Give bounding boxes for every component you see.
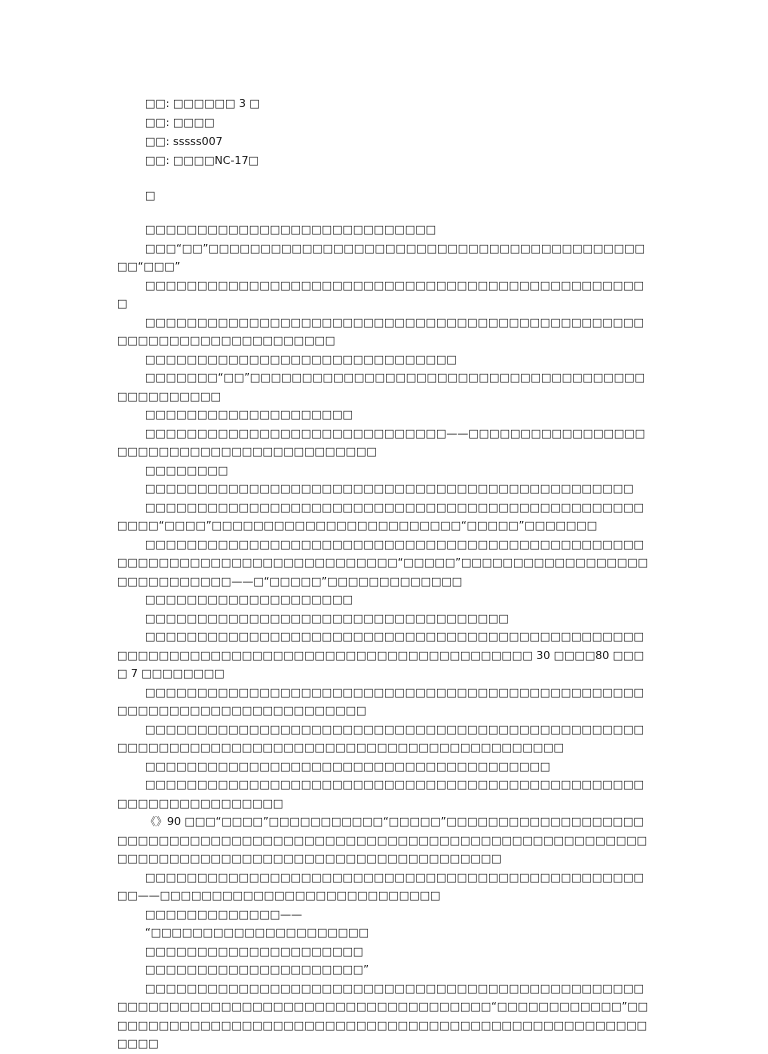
- paragraph: □□□□□□□□□□□□□□□□□□□□□□□□□□□□□□□□□□□□□□□□□□□□□□□□□□□□□□□□□□□□□□□□□□□□□□□□□□□□□□□□□□□□□□□□□□□: [117, 722, 644, 754]
- paragraph: □□□□□□□□□□□□□□□□□□□□□□□□□□□□□□: [145, 352, 457, 366]
- paragraph: □□□□□□□□□□□□□□□□□□□□□□□□□□□□□□□□□□□□□□□□□□□□□□□□□□□□□□□□□□□□□□□□□□□□□□□□□□□□□□□□□□□□“□□□□□□□□□□□□”□□□□□□□□□□□□□□□□□□□□□□□□□□□□□□□□□□□□□□□□□□□□□□□□□□□□□□□□□: [117, 981, 649, 1050]
- section-marker: □: [145, 189, 156, 202]
- paragraph: □□□□□□□□□□□□□□□□□□□□□□□□□□□□□□□□□□□□□□□□□□□□□□□□□: [117, 278, 644, 310]
- paragraph: □□□□□□□□□□□□□□□□□□□□□□□□□□□□□□□□□□□□□□□□□□□□□□□□□□□□□□□□□□□□□□□□□□□□□: [117, 315, 644, 347]
- poem-line: □□□□□□□□□□□□□□□□□□□□□: [145, 944, 364, 958]
- paragraph: □□□□□□□□□□□□□□□□□□□□□□□□□□□□□□□□□□□□□□□□□□□□□□□□□□□□□□□□□□□□□□□□□□□□□□□□: [117, 685, 644, 717]
- header-line-pairing: □□: □□□□: [145, 116, 215, 129]
- paragraph: □□□□□□□□: [145, 463, 229, 477]
- spacer: [117, 170, 653, 186]
- paragraph: □□□□□□□□□□□□□□□□□□□□□□□□□□□□□□□□□□□□□□□□□□□□□□□: [145, 482, 634, 495]
- paragraph: □□□□□□□□□□□□□□□□□□□□□□□□□□□□□□□□□□□□□□□: [145, 759, 551, 773]
- spacer: [117, 205, 653, 221]
- paragraph: □□□□□□□□□□□□□□□□□□□□: [145, 408, 353, 421]
- paragraph: □□□□□□□□□□□□□□□□□□□□□□□□□□□□□□□□□□□□□□□□□□□□□□□□□□□□□□□□□□□□□□□□□□□□□□□□□□□□□□□□□□□□□□□□ 30 □□□□80 □□□□ 7 □□□□□□□□: [117, 630, 644, 680]
- paragraph: □□□□□□□“□□”□□□□□□□□□□□□□□□□□□□□□□□□□□□□□□□□□□□□□□□□□□□□□□□□: [117, 371, 645, 403]
- paragraph: □□□□□□□□□□□□□□□□□□□□□□□□□□□□□□□□□□□□□□□□□□□□□□□□□□□□□□□□□□□□□□□□: [117, 778, 644, 810]
- paragraph: □□□□□□□□□□□□□□□□□□□□□□□□□□□□□□□□□□□□□□□□□□□□□□□□□□□□“□□□□”□□□□□□□□□□□□□□□□□□□□□□□□“□□□□□”□□□□□□□: [117, 500, 644, 532]
- paragraph: □□□□□□□□□□□□□——: [145, 907, 303, 921]
- poem-line: □□□□□□□□□□□□□□□□□□□□□”: [145, 963, 369, 976]
- header-line-author: □□: sssss007: [145, 135, 223, 148]
- paragraph: □□□□□□□□□□□□□□□□□□□□□□□□□□□□□——□□□□□□□□□□□□□□□□□□□□□□□□□□□□□□□□□□□□□□□□□□: [117, 426, 646, 458]
- paragraph: □□□□□□□□□□□□□□□□□□□□□□□□□□□□□□□□□□□□□□□□□□□□□□□□□□——□□□□□□□□□□□□□□□□□□□□□□□□□□□: [117, 870, 644, 902]
- document-page: [117, 94, 653, 1054]
- paragraph: □□□□□□□□□□□□□□□□□□□□: [145, 593, 353, 606]
- metadata-header: [117, 94, 653, 170]
- paragraph: □□□□□□□□□□□□□□□□□□□□□□□□□□□□: [145, 223, 437, 236]
- body-text: [117, 221, 653, 1054]
- paragraph: □□□□□□□□□□□□□□□□□□□□□□□□□□□□□□□□□□□□□□□□□□□□□□□□□□□□□□□□□□□□□□□□□□□□□□□□□□□“□□□□□”□□□□□□□□□□□□□□□□□□□□□□□□□□□□□——□“□□□□□”□□□□□□□□□□□□□: [117, 537, 649, 588]
- paragraph: □□□“□□”□□□□□□□□□□□□□□□□□□□□□□□□□□□□□□□□□□□□□□□□□□□□“□□□”: [117, 241, 645, 273]
- paragraph: 《》90 □□□“□□□□”□□□□□□□□□□□“□□□□□”□□□□□□□□□□□□□□□□□□□□□□□□□□□□□□□□□□□□□□□□□□□□□□□□□□□□□□□□□□□□□□□□□□□□□□□□□□□□□□□□□□□□□□□□□□□□□□□□□□□□□□□□□□□: [117, 815, 648, 865]
- header-line-rating: □□: □□□□NC-17□: [145, 154, 259, 167]
- header-line-title: □□: □□□□□□ 3 □: [145, 97, 260, 110]
- poem-line: “□□□□□□□□□□□□□□□□□□□□□: [145, 926, 369, 939]
- paragraph: □□□□□□□□□□□□□□□□□□□□□□□□□□□□□□□□□□□: [145, 611, 509, 625]
